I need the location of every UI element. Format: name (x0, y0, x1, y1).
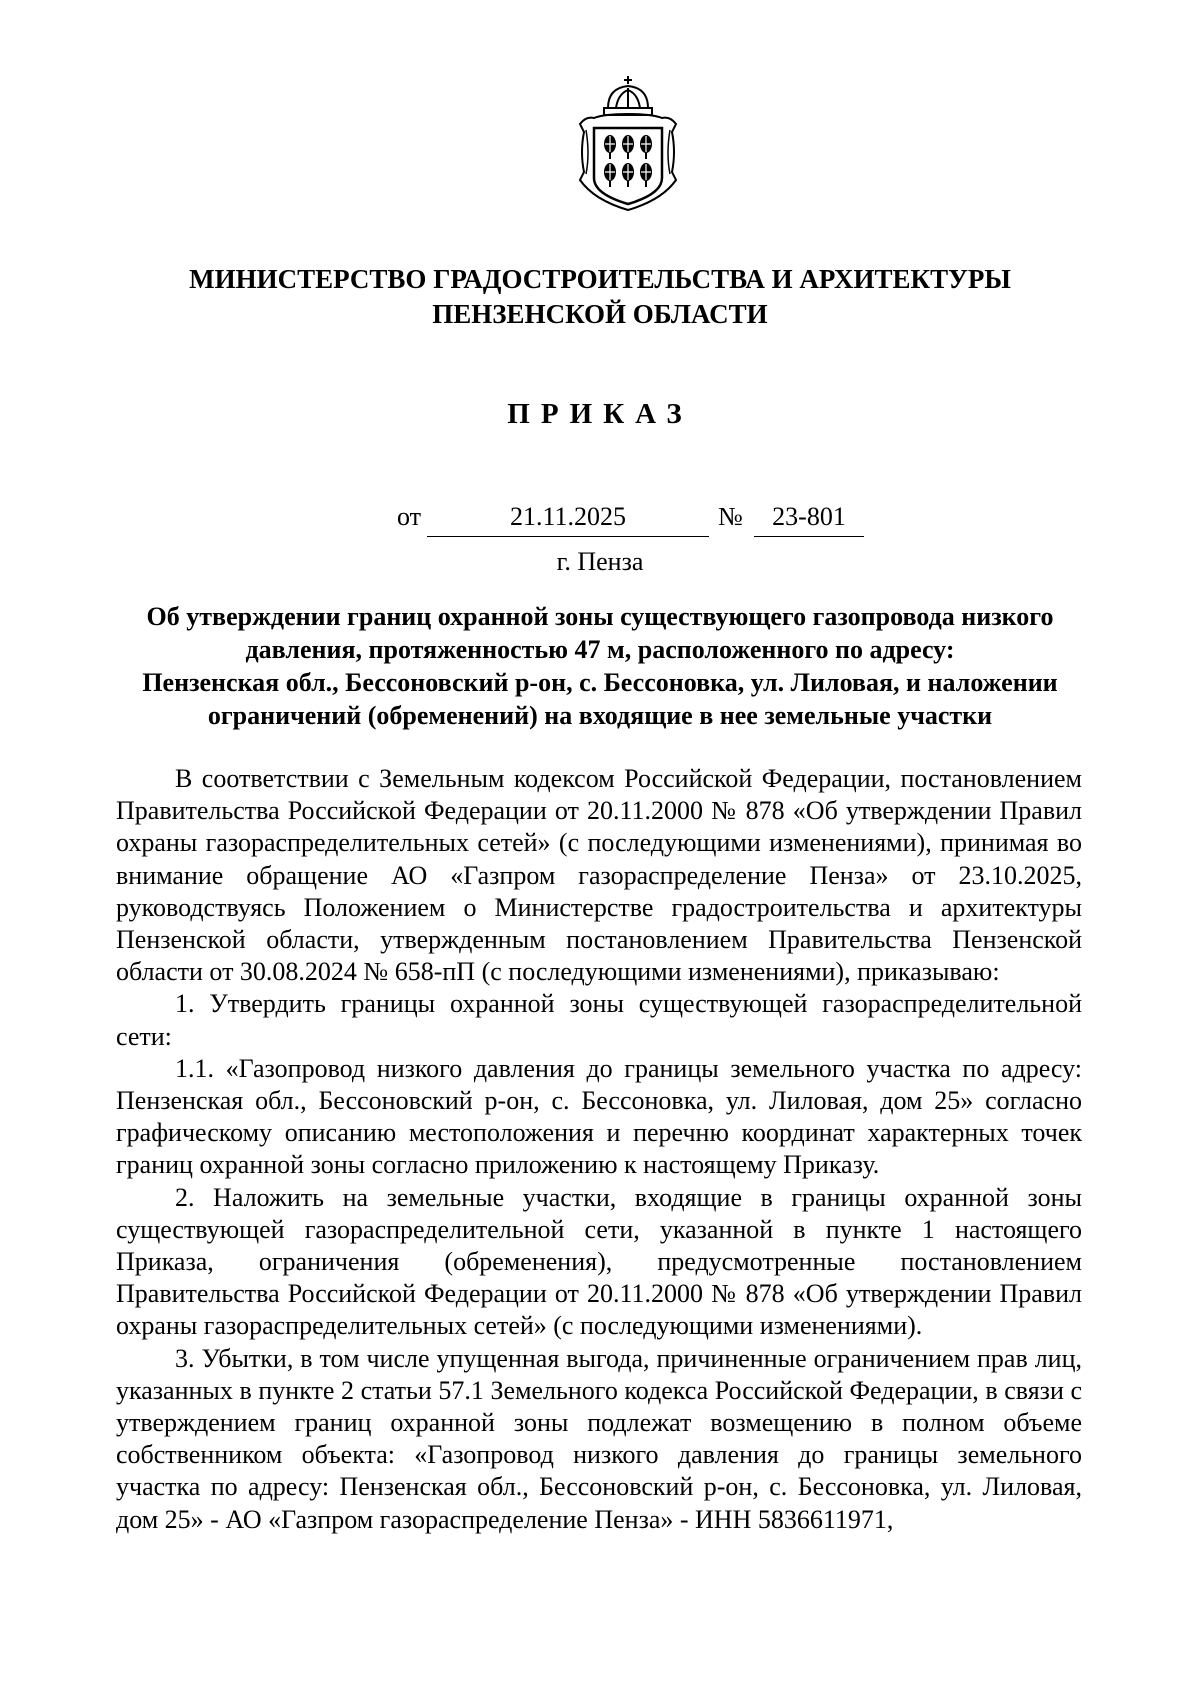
city-name: г. Пенза (556, 547, 644, 576)
ministry-line-1: МИНИСТЕРСТВО ГРАДОСТРОИТЕЛЬСТВА И АРХИТЕКТУРЫ (189, 264, 1011, 294)
preamble-paragraph: В соответствии с Земельным кодексом Российской Федерации, постановлением Правительства Российской Федерации от 20.11.2000 № 878 «Об утверждении Правил охраны газораспределительных сетей» (с последующими изменениями), принимая во внимание обращение АО «Газпром газораспределение Пенза» от 23.10.2025, руководствуясь Положением о Министерстве градостроительства и архитектуры Пензенской области, утвержденным постановлением Правительства Пензенской области от 30.08.2024 № 658-пП (с последующими изменениями), приказываю: (116, 764, 1082, 987)
subject-line-2: давления, протяженностью 47 м, расположенного по адресу: (245, 635, 955, 664)
document-type-title: ПРИКАЗ (507, 398, 693, 430)
item-1-paragraph: 1. Утвердить границы охранной зоны существующей газораспределительной сети: (116, 989, 1082, 1051)
coat-of-arms-icon (572, 72, 684, 212)
item-1-1-paragraph: 1.1. «Газопровод низкого давления до границы земельного участка по адресу: Пензенская обл., Бессоновский р-он, с. Бессоновка, ул. Лиловая, дом 25» согласно графическому описанию местоположения и перечню координат характерных точек границ охранной зоны согласно приложению к настоящему Приказу. (116, 1053, 1082, 1180)
ministry-name (0, 262, 1200, 332)
number-label: № (718, 502, 743, 531)
subject-line-1: Об утверждении границ охранной зоны существующего газопровода низкого (146, 602, 1054, 631)
item-3-paragraph: 3. Убытки, в том числе упущенная выгода, причиненные ограничением прав лиц, указанных в пункте 2 статьи 57.1 Земельного кодекса Российской Федерации, в связи с утверждением границ охранной зоны подлежат возмещению в полном объеме собственником объекта: «Газопровод низкого давления до границы земельного участка по адресу: Пензенская обл., Бессоновский р-он, с. Бессоновка, ул. Лиловая, дом 25» - АО «Газпром газораспределение Пенза» - ИНН 5836611971, (116, 1343, 1082, 1534)
date-from-label: от (397, 502, 422, 531)
order-subject (118, 600, 1082, 732)
order-body (116, 763, 1082, 1536)
subject-line-4: ограничений (обременений) на входящие в нее земельные участки (207, 701, 993, 730)
order-date: 21.11.2025 (427, 500, 709, 537)
ministry-line-2: ПЕНЗЕНСКОЙ ОБЛАСТИ (432, 299, 768, 329)
item-2-paragraph: 2. Наложить на земельные участки, входящие в границы охранной зоны существующей газораспределительной сети, указанной в пункте 1 настоящего Приказа, ограничения (обременения), предусмотренные постановлением Правительства Российской Федерации от 20.11.2000 № 878 «Об утверждении Правил охраны газораспределительных сетей» (с последующими изменениями). (116, 1182, 1082, 1341)
subject-line-3: Пензенская обл., Бессоновский р-он, с. Бессоновка, ул. Лиловая, и наложении (142, 668, 1058, 697)
order-number: 23-801 (754, 500, 864, 537)
